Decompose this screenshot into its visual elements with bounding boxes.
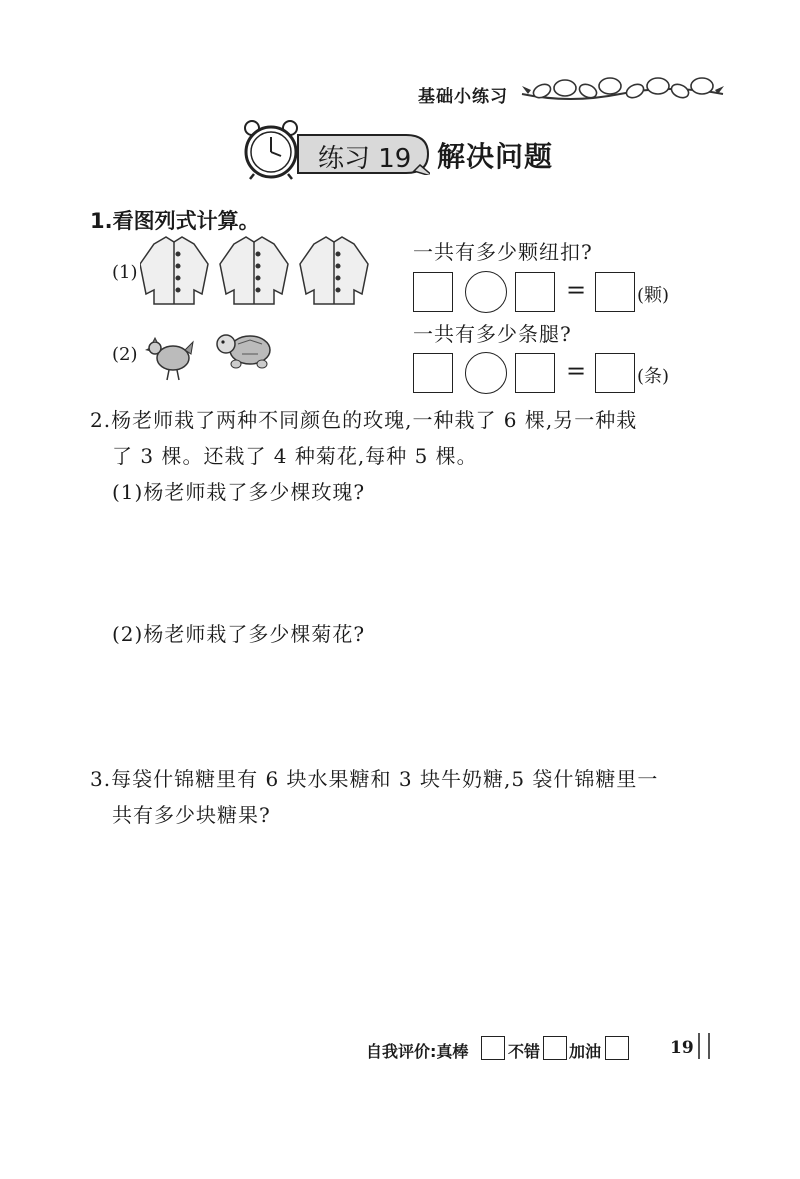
lesson-title: 解决问题 [437, 140, 554, 173]
q2-sub1: (1)杨老师栽了多少棵玫瑰? [112, 480, 366, 504]
q1-sub2-question: 一共有多少条腿? [413, 322, 572, 346]
equals-sign: = [566, 357, 587, 385]
q1-sub1-question: 一共有多少颗纽扣? [413, 240, 593, 264]
lesson-number: 练习 19 [318, 144, 412, 174]
q1-title: 1.看图列式计算。 [90, 209, 260, 233]
q3-text-line1: 3.每袋什锦糖里有 6 块水果糖和 3 块牛奶糖,5 袋什锦糖里一 [90, 767, 659, 791]
margin-bar [708, 1033, 710, 1059]
answer-box[interactable] [515, 353, 555, 393]
rating-option-label: 加油 [569, 1042, 602, 1061]
q2-text-line1: 2.杨老师栽了两种不同颜色的玫瑰,一种栽了 6 棵,另一种栽 [90, 408, 638, 432]
answer-box[interactable] [413, 272, 453, 312]
self-evaluation-label: 自我评价:真棒 [366, 1042, 469, 1061]
operator-circle[interactable] [465, 271, 507, 313]
answer-box[interactable] [595, 353, 635, 393]
section-header-title: 基础小练习 [418, 87, 508, 107]
rating-checkbox[interactable] [605, 1036, 629, 1060]
shirt-image [140, 234, 372, 306]
rating-checkbox[interactable] [543, 1036, 567, 1060]
equals-sign: = [566, 276, 587, 304]
answer-box[interactable] [413, 353, 453, 393]
rating-option-label: 不错 [508, 1042, 541, 1061]
unit-label: (颗) [637, 285, 670, 306]
q2-sub2: (2)杨老师栽了多少棵菊花? [112, 622, 366, 646]
operator-circle[interactable] [465, 352, 507, 394]
answer-box[interactable] [515, 272, 555, 312]
alarm-clock-icon [242, 118, 300, 180]
turtle-image [212, 330, 274, 372]
unit-label: (条) [637, 366, 670, 387]
page-number: 19 [670, 1038, 694, 1058]
q1-sub1-label: (1) [112, 262, 138, 283]
q1-sub2-label: (2) [112, 344, 138, 365]
vine-decoration [520, 74, 725, 110]
hen-image [145, 332, 195, 382]
answer-box[interactable] [595, 272, 635, 312]
q2-text-line2: 了 3 棵。还栽了 4 种菊花,每种 5 棵。 [112, 444, 478, 468]
margin-bar [698, 1033, 700, 1059]
rating-checkbox[interactable] [481, 1036, 505, 1060]
q3-text-line2: 共有多少块糖果? [112, 803, 271, 827]
